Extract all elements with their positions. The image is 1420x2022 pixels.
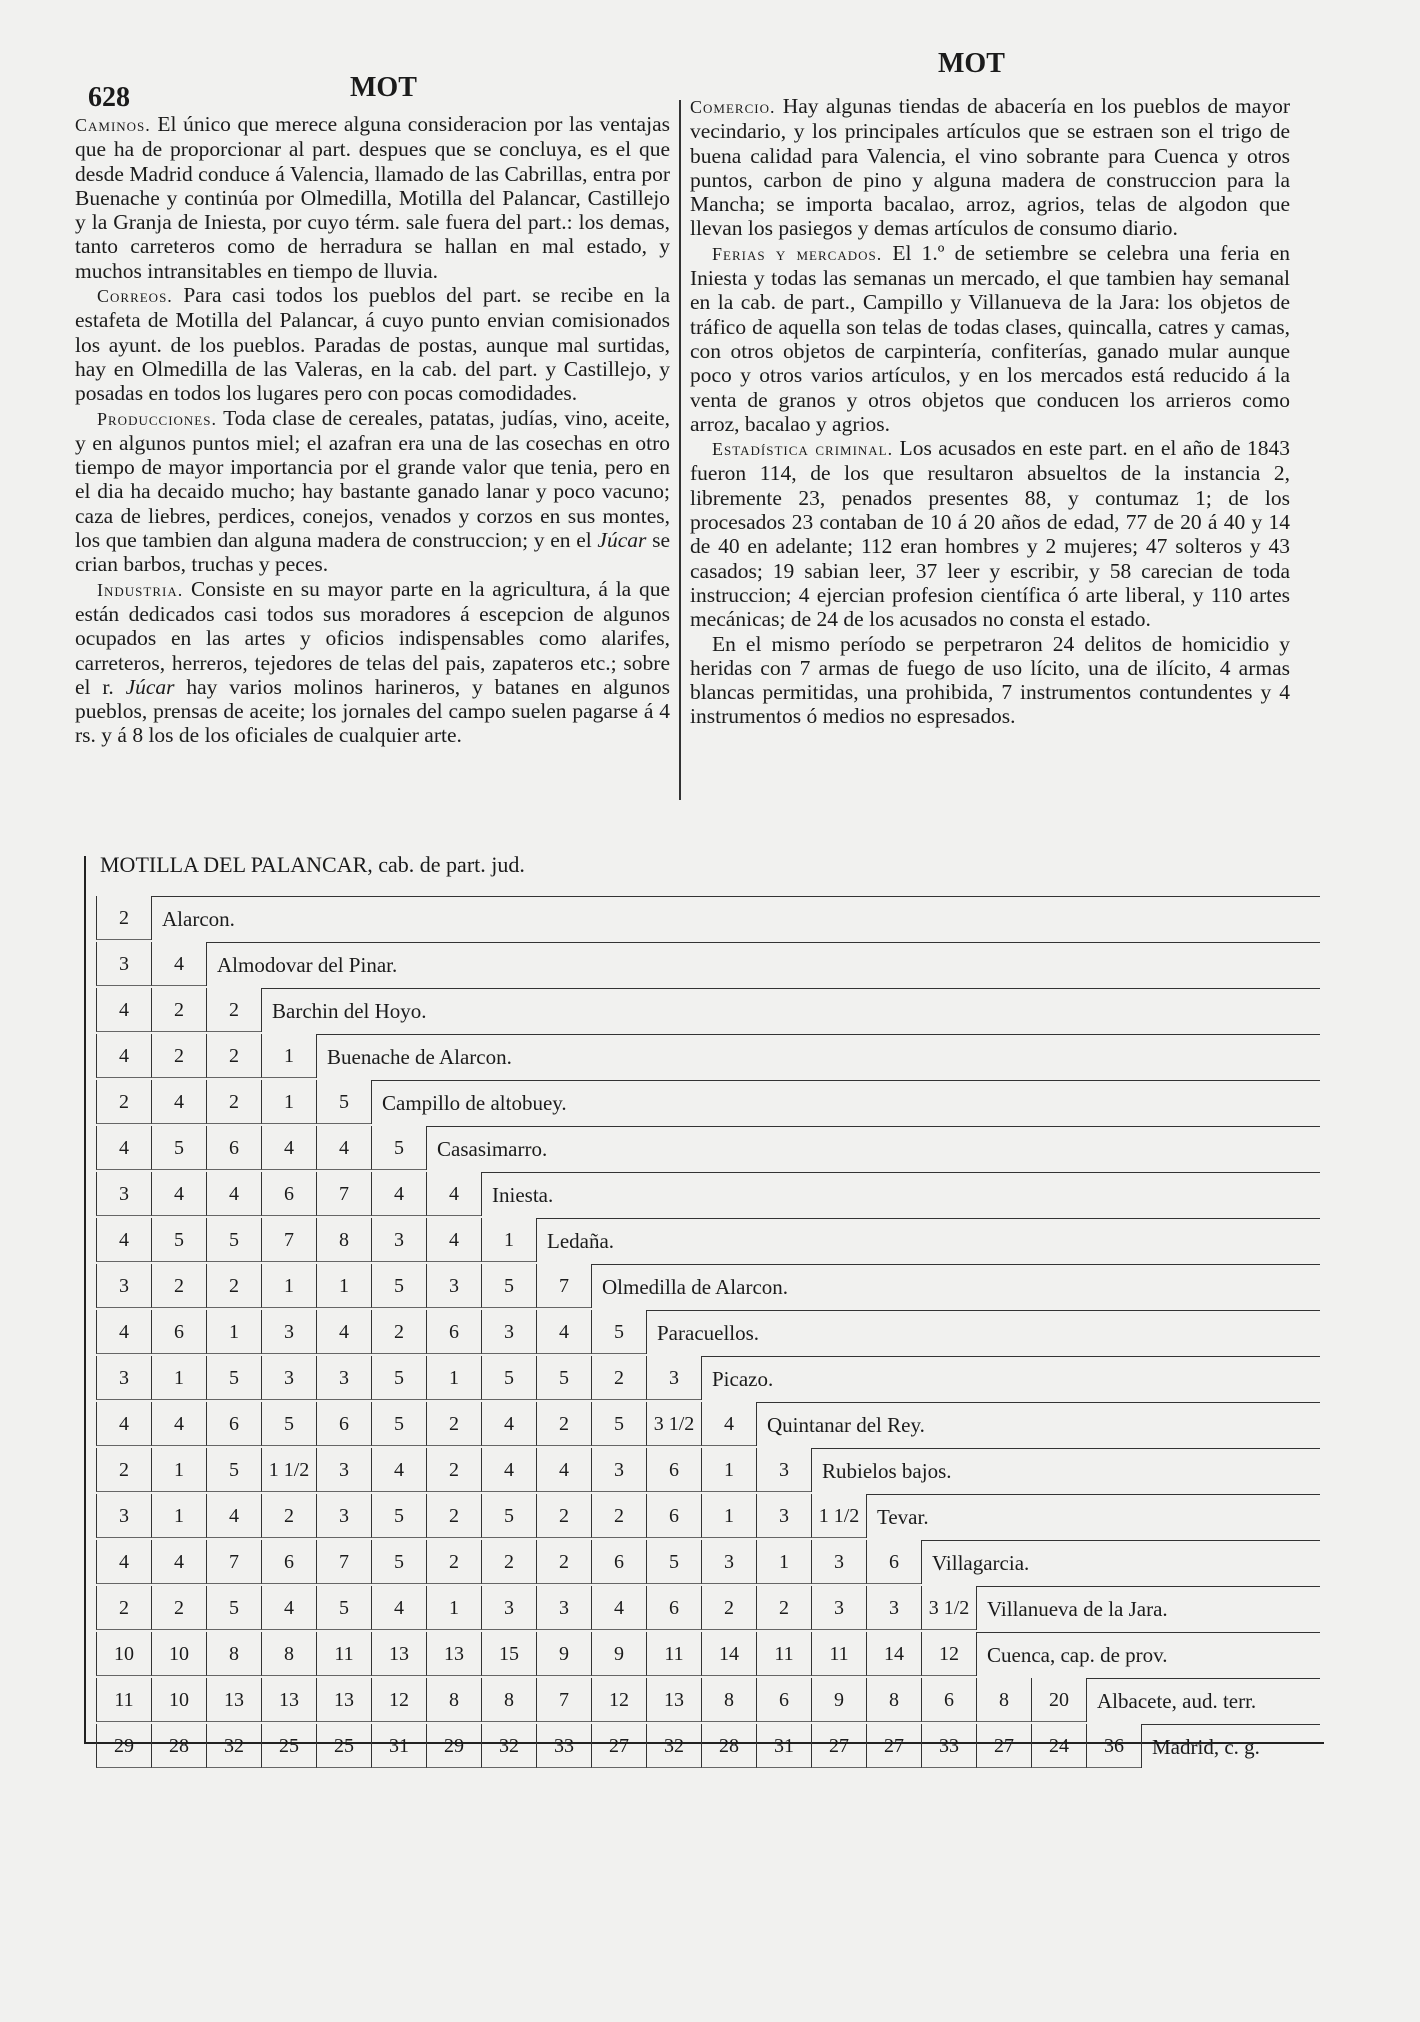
table-cell: 5 (261, 1402, 316, 1446)
table-cell: 5 (316, 1080, 371, 1124)
table-cell: 9 (536, 1632, 591, 1676)
table-cell: 5 (481, 1264, 536, 1308)
table-cell: 3 (96, 1264, 151, 1308)
table-cell: 2 (426, 1402, 481, 1446)
table-cell: 2 (371, 1310, 426, 1354)
table-cell: 1 (756, 1540, 811, 1584)
table-cell: 4 (261, 1126, 316, 1170)
table-cell: 2 (96, 1448, 151, 1492)
table-cell: 9 (591, 1632, 646, 1676)
table-cell: 3 (646, 1356, 701, 1400)
table-cell: 5 (206, 1356, 261, 1400)
table-cell: 6 (591, 1540, 646, 1584)
table-row-label: Villanueva de la Jara. (976, 1586, 1320, 1630)
table-cell: 8 (426, 1678, 481, 1722)
table-cell: 1 (481, 1218, 536, 1262)
table-cell: 4 (371, 1586, 426, 1630)
table-cell: 8 (316, 1218, 371, 1262)
table-cell: 3 (701, 1540, 756, 1584)
paragraph-text: El 1.º de setiembre se celebra una feria en Iniesta y todas las semanas un mercado, el que tambien hay semanal en la cab. de part., Campillo y Villanueva de la Jara: los objetos de tráfico de aquella son telas de todas clases, quincalla, catres y camas, con otros objetos de carpintería, confiterías, ganado mular aunque poco y otros varios artículos, y en los mercados está reducido á la venta de granos y otros objetos que conducen los arrieros como arroz, bacalao y agrios. (690, 240, 1290, 436)
table-cell: 3 (316, 1356, 371, 1400)
table-cell: 3 (316, 1448, 371, 1492)
table-cell: 12 (371, 1678, 426, 1722)
table-cell: 3 (96, 942, 151, 986)
table-cell: 33 (536, 1724, 591, 1768)
table-cell: 8 (976, 1678, 1031, 1722)
paragraph-text: Toda clase de cereales, patatas, judías, vino, aceite, y en algunos puntos miel; el azafran era una de las cosechas en otro tiempo de mayor importancia por el grande valor que tenia, pero en el dia ha decaido mucho; hay bastante ganado lanar y poco vacuno; caza de liebres, perdices, conejos, venados y corzos en sus montes, los que tambien dan alguna madera de construccion; y en el (75, 405, 670, 553)
table-cell: 4 (151, 1540, 206, 1584)
table-row-label: Albacete, aud. terr. (1086, 1678, 1320, 1722)
river-name: Júcar (597, 528, 647, 553)
table-cell: 4 (96, 1218, 151, 1262)
table-cell: 1 (261, 1264, 316, 1308)
table-cell: 6 (426, 1310, 481, 1354)
paragraph-text: En el mismo período se perpetraron 24 delitos de homicidio y heridas con 7 armas de fuego de uso lícito, una de ilícito, 4 armas blancas permitidas, una prohibida, 7 instrumentos contundentes y 4 instrumentos ó medios no espresados. (690, 631, 1290, 729)
table-cell: 2 (426, 1494, 481, 1538)
table-cell: 25 (316, 1724, 371, 1768)
table-cell: 33 (921, 1724, 976, 1768)
table-cell: 3 (756, 1494, 811, 1538)
table-cell: 4 (316, 1126, 371, 1170)
table-cell: 8 (866, 1678, 921, 1722)
table-cell: 1 (701, 1494, 756, 1538)
table-cell: 2 (536, 1540, 591, 1584)
table-cell: 7 (536, 1264, 591, 1308)
table-cell: 3 (96, 1172, 151, 1216)
table-cell: 1 (316, 1264, 371, 1308)
table-cell: 7 (206, 1540, 261, 1584)
table-row-label: Picazo. (701, 1356, 1320, 1400)
table-cell: 1 (426, 1356, 481, 1400)
table-cell: 3 (426, 1264, 481, 1308)
table-cell: 3 (371, 1218, 426, 1262)
table-cell: 1 (426, 1586, 481, 1630)
table-cell: 8 (481, 1678, 536, 1722)
table-cell: 7 (316, 1172, 371, 1216)
table-cell: 7 (316, 1540, 371, 1584)
table-cell: 5 (151, 1218, 206, 1262)
table-cell: 3 (96, 1494, 151, 1538)
table-cell: 1 (701, 1448, 756, 1492)
table-cell: 7 (536, 1678, 591, 1722)
table-cell: 5 (371, 1126, 426, 1170)
table-cell: 12 (591, 1678, 646, 1722)
table-cell: 4 (536, 1310, 591, 1354)
table-cell: 4 (96, 1310, 151, 1354)
table-cell: 28 (701, 1724, 756, 1768)
section-head: Comercio. (690, 97, 776, 117)
table-cell: 8 (261, 1632, 316, 1676)
table-cell: 5 (206, 1586, 261, 1630)
table-cell: 2 (756, 1586, 811, 1630)
table-cell: 2 (151, 1586, 206, 1630)
table-cell: 5 (371, 1264, 426, 1308)
table-row-label: Ledaña. (536, 1218, 1320, 1262)
table-cell: 5 (591, 1310, 646, 1354)
table-cell: 2 (96, 1080, 151, 1124)
table-cell: 1 (261, 1080, 316, 1124)
table-cell: 5 (206, 1218, 261, 1262)
table-cell: 3 (261, 1310, 316, 1354)
table-row-label: Paracuellos. (646, 1310, 1320, 1354)
table-row-label: Quintanar del Rey. (756, 1402, 1320, 1446)
table-cell: 4 (426, 1218, 481, 1262)
table-cell: 27 (811, 1724, 866, 1768)
table-row-label: Buenache de Alarcon. (316, 1034, 1320, 1078)
left-running-head: MOT (350, 72, 417, 103)
table-cell: 3 (811, 1586, 866, 1630)
table-cell: 3 (481, 1586, 536, 1630)
table-cell: 6 (921, 1678, 976, 1722)
table-cell: 5 (591, 1402, 646, 1446)
table-cell: 4 (481, 1448, 536, 1492)
section-head: Industria. (97, 579, 184, 600)
table-cell: 2 (206, 1264, 261, 1308)
table-cell: 4 (481, 1402, 536, 1446)
table-cell: 4 (206, 1172, 261, 1216)
table-cell: 4 (316, 1310, 371, 1354)
table-cell: 6 (866, 1540, 921, 1584)
paragraph-text: El único que merece alguna consideracion por las ventajas que ha de proporcionar al part. despues que se concluya, es el que desde Madrid conduce á Valencia, llamado de las Cabrillas, entra por Buenache y continúa por Olmedilla, Motilla del Palancar, Castillejo y la Granja de Iniesta, por cuyo térm. sale fuera del part.: los demas, tanto carreteros como de herradura se hallan en mal estado, y muchos intransitables en tiempo de lluvia. (75, 112, 670, 283)
table-cell: 6 (206, 1126, 261, 1170)
paragraph-text: se crian barbos, truchas y peces. (75, 528, 670, 577)
table-cell: 32 (646, 1724, 701, 1768)
table-cell: 2 (481, 1540, 536, 1584)
table-row-label: Cuenca, cap. de prov. (976, 1632, 1320, 1676)
table-row-label: Olmedilla de Alarcon. (591, 1264, 1320, 1308)
table-cell: 5 (151, 1126, 206, 1170)
table-cell: 8 (701, 1678, 756, 1722)
table-cell: 13 (206, 1678, 261, 1722)
table-cell: 13 (261, 1678, 316, 1722)
table-row-label: Casasimarro. (426, 1126, 1320, 1170)
table-cell: 32 (481, 1724, 536, 1768)
table-row-label: Madrid, c. g. (1141, 1724, 1320, 1768)
paragraph-text: Los acusados en este part. en el año de 1843 fueron 114, de los que resultaron absueltos de la instancia 2, libremente 23, penados presentes 88, y contumaz 1; de los procesados 23 contaban de 10 á 20 años de edad, 77 de 20 á 40 y 14 de 40 en adelante; 112 eran hombres y 2 mujeres; 47 solteros y 43 casados; 19 sabian leer, 37 leer y escribir, y 58 carecian de toda instruccion; 4 ejercian profesion científica ó arte liberal, y 110 artes mecánicas; de 24 de los acusados no consta el estado. (690, 436, 1290, 632)
table-cell: 2 (426, 1448, 481, 1492)
table-cell: 1 (151, 1448, 206, 1492)
table-cell: 11 (756, 1632, 811, 1676)
table-cell: 10 (151, 1632, 206, 1676)
table-cell: 1 1/2 (811, 1494, 866, 1538)
table-cell: 2 (591, 1356, 646, 1400)
distance-table-title: MOTILLA DEL PALANCAR, cab. de part. jud. (100, 852, 525, 877)
table-cell: 4 (426, 1172, 481, 1216)
table-cell: 5 (371, 1402, 426, 1446)
table-cell: 11 (96, 1678, 151, 1722)
table-cell: 2 (206, 1080, 261, 1124)
table-cell: 13 (646, 1678, 701, 1722)
table-cell: 1 (151, 1356, 206, 1400)
table-cell: 4 (591, 1586, 646, 1630)
table-cell: 2 (536, 1494, 591, 1538)
table-cell: 4 (151, 1080, 206, 1124)
table-cell: 5 (371, 1494, 426, 1538)
table-cell: 4 (151, 942, 206, 986)
table-cell: 11 (811, 1632, 866, 1676)
table-cell: 2 (536, 1402, 591, 1446)
table-cell: 4 (701, 1402, 756, 1446)
table-cell: 1 (206, 1310, 261, 1354)
table-cell: 31 (371, 1724, 426, 1768)
section-head: Producciones. (97, 408, 217, 429)
table-cell: 7 (261, 1218, 316, 1262)
table-cell: 5 (646, 1540, 701, 1584)
table-cell: 2 (151, 1264, 206, 1308)
table-row-label: Tevar. (866, 1494, 1320, 1538)
table-cell: 4 (96, 1540, 151, 1584)
table-cell: 9 (811, 1678, 866, 1722)
table-cell: 13 (371, 1632, 426, 1676)
table-cell: 6 (206, 1402, 261, 1446)
table-cell: 6 (261, 1540, 316, 1584)
table-cell: 10 (96, 1632, 151, 1676)
table-cell: 27 (591, 1724, 646, 1768)
paragraph-text: Para casi todos los pueblos del part. se recibe en la estafeta de Motilla del Palancar, á cuyo punto envian comisionados los ayunt. de los pueblos. Paradas de postas, aunque mal surtidas, hay en Olmedilla de las Valeras, en la cab. del part. y Castillejo, y posadas en todos los lugares pero con pocas comodidades. (75, 283, 670, 406)
table-cell: 1 1/2 (261, 1448, 316, 1492)
table-cell: 5 (316, 1586, 371, 1630)
table-cell: 3 (96, 1356, 151, 1400)
table-cell: 2 (151, 988, 206, 1032)
table-cell: 13 (316, 1678, 371, 1722)
table-cell: 3 (316, 1494, 371, 1538)
table-cell: 32 (206, 1724, 261, 1768)
table-cell: 4 (96, 1034, 151, 1078)
page-number: 628 (88, 82, 130, 113)
table-cell: 2 (96, 896, 151, 940)
table-cell: 2 (701, 1586, 756, 1630)
table-row-label: Almodovar del Pinar. (206, 942, 1320, 986)
table-cell: 4 (371, 1172, 426, 1216)
table-row-label: Rubielos bajos. (811, 1448, 1320, 1492)
table-cell: 4 (151, 1402, 206, 1446)
section-head: Ferias y mercados. (712, 243, 883, 264)
table-cell: 6 (261, 1172, 316, 1216)
table-cell: 15 (481, 1632, 536, 1676)
table-cell: 14 (701, 1632, 756, 1676)
paragraph-text: hay varios molinos harineros, y batanes en algunos pueblos, prensas de aceite; los jornales del campo suelen pagarse á 4 rs. y á 8 los de los oficiales de cualquier arte. (75, 674, 670, 748)
table-cell: 4 (536, 1448, 591, 1492)
table-cell: 6 (316, 1402, 371, 1446)
table-cell: 29 (96, 1724, 151, 1768)
table-cell: 6 (646, 1586, 701, 1630)
table-cell: 31 (756, 1724, 811, 1768)
table-cell: 3 (591, 1448, 646, 1492)
table-cell: 27 (976, 1724, 1031, 1768)
table-cell: 5 (536, 1356, 591, 1400)
table-cell: 4 (261, 1586, 316, 1630)
table-cell: 2 (151, 1034, 206, 1078)
section-head: Caminos. (75, 115, 151, 135)
table-cell: 11 (316, 1632, 371, 1676)
paragraph-text: Consiste en su mayor parte en la agricultura, á la que están dedicados casi todos sus moradores á escepcion de algunos ocupados en las artes y oficios indispensables como alarifes, carreteros, herreros, tejedores de telas del pais, zapateros etc.; sobre el r. (75, 576, 670, 699)
table-row-label: Alarcon. (151, 896, 1320, 940)
table-cell: 3 1/2 (921, 1586, 976, 1630)
table-row-label: Barchin del Hoyo. (261, 988, 1320, 1032)
table-cell: 36 (1086, 1724, 1141, 1768)
table-cell: 2 (206, 988, 261, 1032)
table-cell: 14 (866, 1632, 921, 1676)
table-row-label: Campillo de altobuey. (371, 1080, 1320, 1124)
table-cell: 4 (96, 988, 151, 1032)
table-cell: 2 (591, 1494, 646, 1538)
table-cell: 6 (646, 1448, 701, 1492)
table-cell: 2 (261, 1494, 316, 1538)
table-cell: 3 (866, 1586, 921, 1630)
table-cell: 11 (646, 1632, 701, 1676)
table-cell: 5 (481, 1494, 536, 1538)
table-cell: 5 (371, 1540, 426, 1584)
table-row-label: Villagarcia. (921, 1540, 1320, 1584)
table-cell: 8 (206, 1632, 261, 1676)
table-cell: 3 (481, 1310, 536, 1354)
table-cell: 2 (206, 1034, 261, 1078)
table-cell: 4 (96, 1126, 151, 1170)
table-cell: 3 (756, 1448, 811, 1492)
table-cell: 29 (426, 1724, 481, 1768)
table-cell: 5 (481, 1356, 536, 1400)
table-cell: 1 (261, 1034, 316, 1078)
table-cell: 13 (426, 1632, 481, 1676)
table-cell: 3 (536, 1586, 591, 1630)
table-cell: 3 (261, 1356, 316, 1400)
table-cell: 4 (151, 1172, 206, 1216)
table-cell: 2 (426, 1540, 481, 1584)
table-cell: 10 (151, 1678, 206, 1722)
right-running-head: MOT (938, 48, 1005, 79)
table-cell: 25 (261, 1724, 316, 1768)
river-name: Júcar (125, 674, 175, 699)
section-head: Estadística criminal. (712, 439, 894, 460)
table-cell: 3 (811, 1540, 866, 1584)
table-cell: 6 (151, 1310, 206, 1354)
table-cell: 4 (206, 1494, 261, 1538)
table-cell: 4 (96, 1402, 151, 1446)
table-cell: 2 (96, 1586, 151, 1630)
table-cell: 24 (1031, 1724, 1086, 1768)
table-cell: 1 (151, 1494, 206, 1538)
table-cell: 20 (1031, 1678, 1086, 1722)
section-head: Correos. (97, 286, 173, 307)
table-row-label: Iniesta. (481, 1172, 1320, 1216)
table-cell: 5 (371, 1356, 426, 1400)
table-cell: 27 (866, 1724, 921, 1768)
table-cell: 4 (371, 1448, 426, 1492)
paragraph-text: Hay algunas tiendas de abacería en los pueblos de mayor vecindario, y los principales artículos que se estraen son el trigo de buena calidad para Valencia, el vino sobrante para Cuenca y otros puntos, carbon de pino y alguna madera de construccion para la Mancha; se importa bacalao, arroz, agrios, telas de algodon que llevan los pasiegos y demas artículos de consumo diario. (690, 94, 1290, 241)
table-cell: 5 (206, 1448, 261, 1492)
table-cell: 28 (151, 1724, 206, 1768)
table-cell: 6 (756, 1678, 811, 1722)
table-cell: 3 1/2 (646, 1402, 701, 1446)
table-cell: 12 (921, 1632, 976, 1676)
table-cell: 6 (646, 1494, 701, 1538)
